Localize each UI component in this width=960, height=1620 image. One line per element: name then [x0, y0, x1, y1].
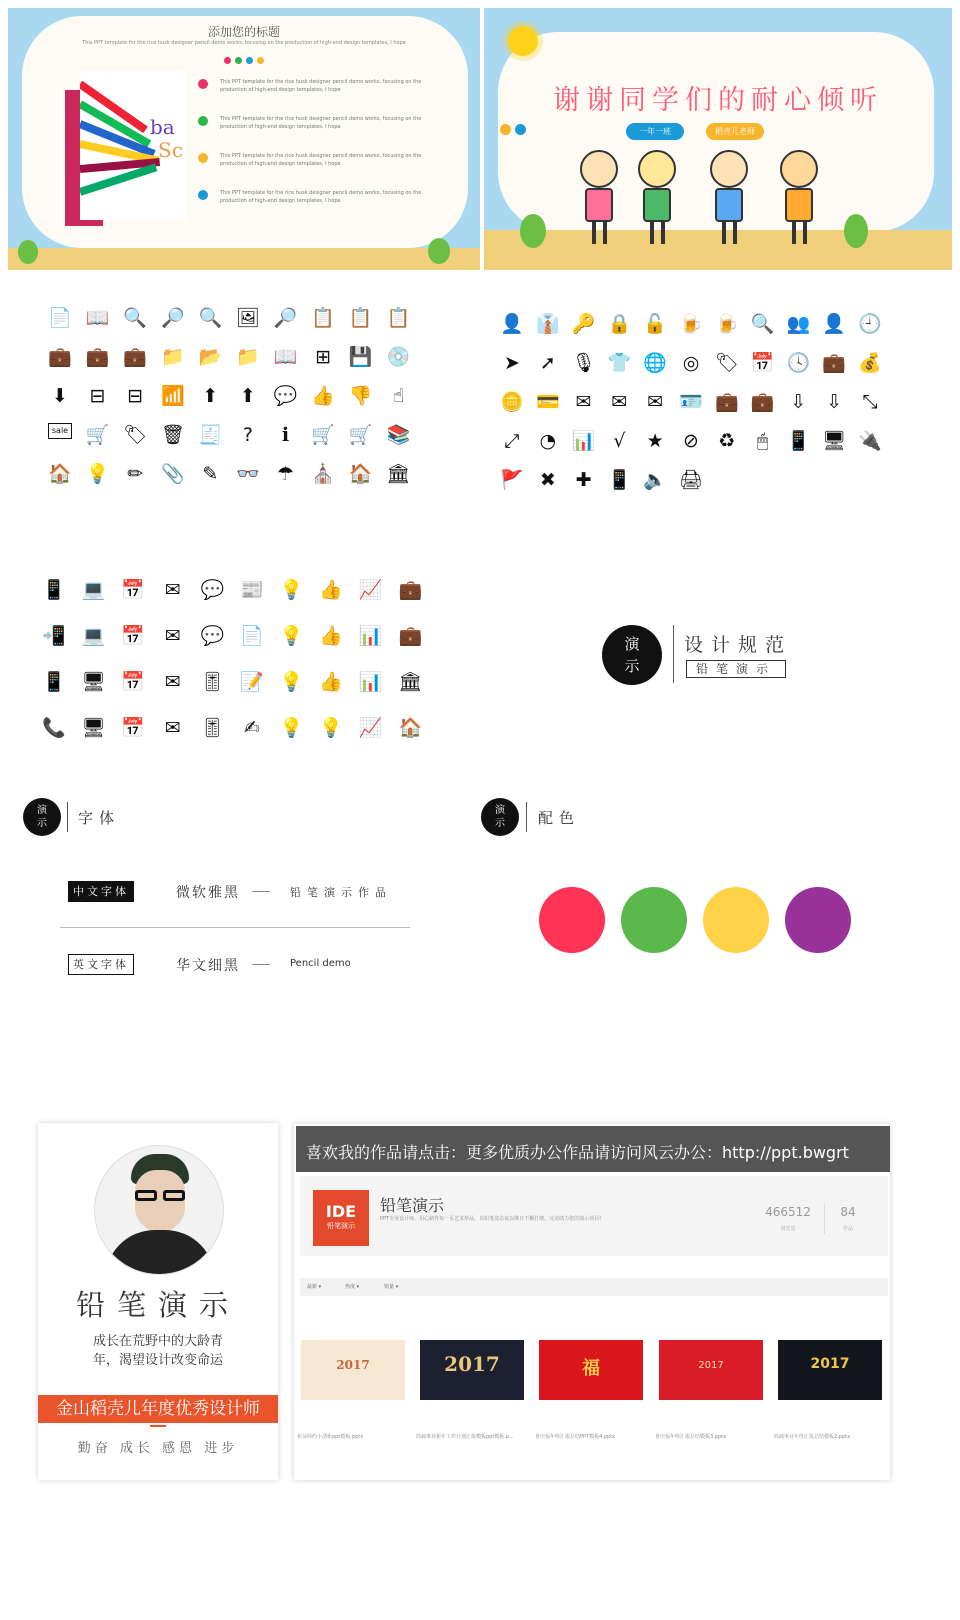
slide-title: 添加您的标题 — [207, 25, 280, 39]
en-font-sample: Pencil demo — [290, 958, 351, 969]
spec-subtitle: 铅笔演示 — [686, 660, 786, 678]
icon: ℹ — [281, 423, 290, 446]
pencils-photo: ba Sc — [80, 70, 186, 220]
icon: 📞 — [42, 716, 66, 739]
ground — [8, 248, 480, 270]
icon: 📁 — [236, 345, 260, 368]
cn-font-sample: 铅笔演示作品 — [290, 886, 392, 899]
icon: 💡 — [279, 670, 304, 693]
icon: 🪙 — [500, 390, 524, 413]
icon: 🔓 — [643, 312, 668, 335]
icon-set-a — [48, 306, 424, 501]
icon: ☝ — [392, 384, 405, 407]
dash — [252, 964, 270, 965]
icon: 📚 — [386, 423, 411, 446]
icon: 📅 — [750, 351, 775, 374]
color-swatch-yellow — [703, 887, 769, 953]
store-banner-link[interactable]: 喜欢我的作品请点击：更多优质办公作品请访问风云办公：http://ppt.bwgrt — [296, 1126, 890, 1172]
icon: ⬆ — [202, 384, 219, 407]
template-thumbnail[interactable]: 2017 — [301, 1340, 405, 1400]
icon: 👔 — [535, 312, 560, 335]
icon: ◔ — [539, 429, 557, 452]
en-font-label: 英文字体 — [68, 954, 134, 975]
icon: 🖥 — [81, 670, 106, 693]
icon: ⬆ — [240, 384, 256, 407]
icon: 🎚 — [200, 670, 225, 693]
cn-font-label: 中文字体 — [68, 881, 134, 902]
profile-name: 铅笔演示 — [75, 1288, 240, 1322]
icon: ♻ — [718, 429, 736, 452]
icon: 🔈 — [643, 468, 668, 491]
icon: sale — [48, 423, 72, 439]
icon: 🍺 — [679, 312, 703, 335]
icon: 📱 — [42, 670, 66, 693]
icon: 📊 — [358, 624, 383, 647]
icon: 💼 — [398, 578, 423, 601]
icon: 🔍 — [198, 306, 223, 329]
tree-icon — [428, 238, 450, 264]
icon: ✉ — [164, 624, 181, 647]
colors-heading: 配色 — [538, 809, 581, 827]
spec-title: 设计规范 — [684, 634, 793, 656]
thumbnail-caption[interactable]: 喜庆福年终汇报总结PPT模板4.pptx — [535, 1434, 616, 1440]
icon: 🏠 — [398, 716, 423, 739]
icon: 💼 — [85, 345, 110, 368]
kid-boy-illustration — [706, 150, 752, 246]
icon: 💳 — [535, 390, 560, 413]
tree-icon — [844, 214, 868, 248]
icon: ☂ — [277, 462, 295, 485]
icon: 📖 — [273, 345, 298, 368]
icon: 💻 — [81, 624, 106, 647]
icon: 📖 — [85, 306, 110, 329]
icon: ⇩ — [826, 390, 843, 413]
icon: 📱 — [786, 429, 811, 452]
icon: 🖨 — [678, 468, 704, 491]
kid-girl-illustration — [776, 150, 822, 246]
icon: 🔑 — [571, 312, 596, 335]
icon: 📈 — [358, 578, 383, 601]
icon: 📋 — [386, 306, 411, 329]
icon: 💿 — [386, 345, 411, 368]
icon: 🔌 — [858, 429, 882, 452]
icon: √ — [613, 429, 626, 452]
icon: 👤 — [822, 312, 846, 335]
icon: 📄 — [48, 306, 72, 329]
icon: 🪪 — [679, 390, 703, 413]
icon: 💼 — [750, 390, 775, 413]
icon: ✉ — [164, 578, 181, 601]
icon: ✎ — [202, 462, 219, 485]
icon: ⇩ — [790, 390, 807, 413]
icon: ⊘ — [683, 429, 699, 452]
icon: 🖥 — [822, 429, 847, 452]
shop-logo: IDE 铅笔演示 — [313, 1190, 369, 1246]
icon: 📎 — [160, 462, 185, 485]
icon: 📱 — [42, 578, 66, 601]
divider — [526, 802, 527, 832]
icon: 🏷 — [123, 423, 148, 446]
icon: 📅 — [121, 578, 146, 601]
icon: 🧾 — [198, 423, 223, 446]
bullet-3: This PPT template for the rice husk designer pencil demo works, focusing on the production of high-end design templates, I hope — [208, 152, 438, 168]
divider — [673, 625, 674, 683]
shop-name[interactable]: 铅笔演示 — [380, 1196, 445, 1215]
icon: 💡 — [85, 462, 110, 485]
icon: ✉ — [611, 390, 628, 413]
icon: 💼 — [123, 345, 148, 368]
kid-girl-illustration — [576, 150, 622, 246]
icon: 🛒 — [311, 423, 335, 446]
icon: ⤢ — [504, 429, 520, 452]
icon: 👎 — [348, 384, 373, 407]
template-thumbnail[interactable]: 福 — [539, 1340, 643, 1400]
icon: 🔍 — [123, 306, 148, 329]
tree-icon — [18, 240, 38, 264]
icon: 🏛 — [398, 670, 423, 693]
icon: 📅 — [121, 716, 146, 739]
icon: ✚ — [575, 468, 592, 491]
shop-description: PPT专业设计师，用心制作每一页艺术珍品，以铅笔姿态夜以继日不懈打磨，完美助力您的演示项目! — [380, 1216, 602, 1222]
demo-badge: 演 示 — [23, 798, 61, 836]
icon: 📈 — [358, 716, 383, 739]
icon: ➚ — [539, 351, 556, 374]
sun-icon — [508, 26, 538, 56]
icon-set-c — [42, 578, 438, 762]
cn-font-name: 微软雅黑 — [176, 885, 240, 901]
icon: 🏠 — [48, 462, 72, 485]
stat-views-label: 浏览量 — [780, 1226, 796, 1232]
icon-set-b — [500, 312, 894, 507]
icon: 📄 — [240, 624, 264, 647]
icon: 📋 — [348, 306, 373, 329]
icon: ? — [242, 423, 254, 446]
icon: 💬 — [273, 384, 298, 407]
template-thumbnail[interactable]: 2017 — [659, 1340, 763, 1400]
color-dots — [8, 49, 480, 68]
icon: 🚩 — [500, 468, 524, 491]
award-banner: 金山稻壳儿年度优秀设计师 — [38, 1395, 278, 1423]
bullet-2: This PPT template for the rice husk designer pencil demo works, focusing on the production of high-end design templates, I hope — [208, 115, 438, 131]
icon: 💡 — [279, 716, 304, 739]
bullet-4: This PPT template for the rice husk designer pencil demo works, focusing on the production of high-end design templates, I hope — [208, 189, 438, 205]
icon: 💼 — [48, 345, 72, 368]
slide-title-template[interactable] — [8, 8, 480, 270]
icon: 💡 — [279, 578, 304, 601]
slide-subtitle: This PPT template for the rice husk designer pencil demo works, focusing on the production of high-end design templates, I hope — [82, 40, 406, 46]
icon: ⛪ — [311, 462, 335, 485]
icon: 👍 — [311, 384, 335, 407]
icon: 🔍 — [750, 312, 775, 335]
icon: 💬 — [200, 624, 225, 647]
icon: 💼 — [714, 390, 739, 413]
award-underline — [150, 1425, 166, 1427]
icon: 🔎 — [273, 306, 298, 329]
icon: 📱 — [607, 468, 632, 491]
color-swatch-green — [621, 887, 687, 953]
icon: 👍 — [319, 578, 343, 601]
teacher-pill: 稻壳儿老师 — [706, 123, 764, 140]
tab-sales[interactable]: 销量 ▾ — [384, 1284, 399, 1290]
kid-boy-illustration — [634, 150, 680, 246]
designer-profile-card — [38, 1123, 278, 1480]
icon: 💡 — [279, 624, 304, 647]
icon: 📅 — [121, 670, 146, 693]
profile-motto: 勤奋 成长 感恩 进步 — [77, 1441, 239, 1456]
tab-latest[interactable]: 最新 ▾ — [307, 1284, 322, 1290]
divider — [67, 802, 68, 832]
thumbnail-caption[interactable]: 简疏事业新年工作计划汇报模板ppt模板.p... — [416, 1434, 514, 1440]
icon: ✉ — [164, 670, 181, 693]
stat-views-value: 466512 — [765, 1205, 811, 1219]
icon: 🌐 — [643, 351, 668, 374]
icon: 🔒 — [607, 312, 632, 335]
icon: 📝 — [240, 670, 264, 693]
icon: 📂 — [198, 345, 223, 368]
class-pill: 一年一班 — [626, 123, 684, 140]
thumbnail-caption[interactable]: 喜庆福年终汇报总结模板3.pptx — [655, 1434, 727, 1440]
fonts-heading: 字体 — [78, 809, 121, 827]
icon: 📊 — [358, 670, 383, 693]
color-swatch-purple — [785, 887, 851, 953]
dash — [252, 891, 270, 892]
icon: 💻 — [81, 578, 106, 601]
icon: ⊟ — [127, 384, 144, 407]
icon: 🏷 — [714, 351, 739, 374]
icon: 📋 — [311, 306, 335, 329]
divider — [824, 1204, 825, 1234]
color-dots — [498, 120, 528, 139]
icon: 👓 — [236, 462, 260, 485]
icon: ✉ — [164, 716, 181, 739]
icon: 📰 — [240, 578, 264, 601]
icon: 🎚 — [200, 716, 225, 739]
icon: 👥 — [786, 312, 811, 335]
stat-works-label: 作品 — [842, 1226, 853, 1232]
bullet-1: This PPT template for the rice husk designer pencil demo works, focusing on the production of high-end design templates, I hope — [208, 78, 438, 94]
thumbnail-caption[interactable]: 简疏事业年终汇报总结模板2.pptx — [774, 1434, 851, 1440]
icon: 💾 — [348, 345, 373, 368]
demo-badge: 演 示 — [481, 798, 519, 836]
icon: 🔎 — [160, 306, 185, 329]
profile-tagline-1: 成长在荒野中的大龄青 — [92, 1334, 223, 1349]
tab-popular[interactable]: 热度 ▾ — [345, 1284, 360, 1290]
icon: ⊞ — [315, 345, 332, 368]
icon: 🍺 — [714, 312, 739, 335]
icon: 🛒 — [348, 423, 373, 446]
icon: ✉ — [575, 390, 592, 413]
icon: ⬇ — [52, 384, 68, 407]
icon: ★ — [646, 429, 664, 452]
slide-title: 谢谢同学们的耐心倾听 — [553, 85, 883, 116]
separator — [60, 927, 410, 928]
icon: 🕘 — [858, 312, 882, 335]
icon: 👍 — [319, 670, 343, 693]
demo-badge: 演 示 — [602, 625, 662, 685]
icon: 🖼 — [235, 306, 261, 329]
icon: 💰 — [858, 351, 882, 374]
tree-icon — [520, 214, 546, 248]
icon: 🎙 — [571, 351, 596, 374]
icon: 📲 — [42, 624, 66, 647]
icon: ⊟ — [89, 384, 106, 407]
icon: 🏛 — [386, 462, 411, 485]
icon: 🕓 — [786, 351, 811, 374]
template-thumbnail[interactable]: 2017 — [420, 1340, 524, 1400]
icon: 📊 — [571, 429, 596, 452]
icon: 🗑 — [160, 423, 185, 446]
icon: 👕 — [607, 351, 632, 374]
template-thumbnail[interactable]: 2017 — [778, 1340, 882, 1400]
en-font-name: 华文细黑 — [176, 958, 240, 974]
stat-works-value: 84 — [840, 1205, 856, 1219]
icon: 💡 — [319, 716, 343, 739]
thumbnail-caption[interactable]: 花朵简约小清新ppt模板.pptx — [297, 1434, 364, 1440]
icon: 💬 — [200, 578, 225, 601]
icon: 📁 — [160, 345, 185, 368]
avatar — [94, 1145, 224, 1275]
profile-tagline-2: 年，渴望设计改变命运 — [92, 1353, 223, 1368]
icon: 🛒 — [85, 423, 110, 446]
icon: ✉ — [647, 390, 664, 413]
icon: 🏠 — [348, 462, 373, 485]
icon: 📶 — [160, 384, 185, 407]
color-swatch-red — [539, 887, 605, 953]
icon: 💼 — [398, 624, 423, 647]
icon: 💼 — [822, 351, 846, 374]
icon: ✍ — [244, 716, 260, 739]
icon: 🖱 — [756, 429, 769, 452]
icon: ⤡ — [862, 390, 878, 413]
icon: ➤ — [504, 351, 520, 374]
slide-thanks-template[interactable] — [484, 8, 952, 270]
icon: 👤 — [500, 312, 524, 335]
icon: 📅 — [121, 624, 146, 647]
icon: ◎ — [682, 351, 700, 374]
icon: ✏ — [127, 462, 144, 485]
icon: ✖ — [539, 468, 556, 491]
icon: 👍 — [319, 624, 343, 647]
icon: 🖥 — [81, 716, 106, 739]
